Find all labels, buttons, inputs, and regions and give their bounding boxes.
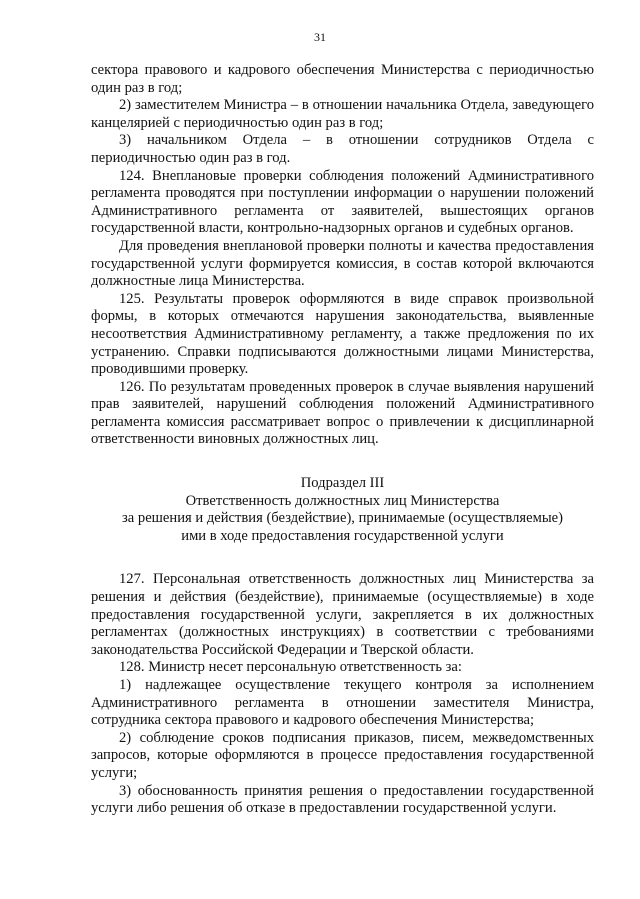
document-body: [91, 62, 594, 818]
heading-line-1: Подраздел III: [300, 475, 385, 492]
paragraph: 128. Министр несет персональную ответственность за:: [119, 659, 462, 676]
paragraph: 126. По результатам проведенных проверок в случае выявления нарушений прав заявителей, нарушений соблюдения положений Административного регламента комиссия рассматривает вопрос о привлечении к дисциплинарной ответственности виновных должностных лиц.: [91, 378, 594, 448]
paragraph: 127. Персональная ответственность должностных лиц Министерства за решения и действия (бездействие), принимаемые (осуществляемые) в ходе предоставления государственной услуги, закрепляется в их должностных регламентах (должностных инструкциях) в соответствии с требованиями законодательства Российской Федерации и Тверской области.: [91, 571, 594, 658]
page-number: 31: [314, 30, 326, 44]
paragraphs-bottom: [91, 571, 594, 817]
paragraph: 3) начальником Отдела – в отношении сотрудников Отдела с периодичностью один раз в год.: [91, 132, 594, 166]
paragraphs-top: [91, 62, 594, 449]
paragraph: 2) соблюдение сроков подписания приказов, писем, межведомственных запросов, которые оформляются в процессе предоставления государственной услуги;: [91, 729, 594, 781]
paragraph: 2) заместителем Министра – в отношении начальника Отдела, заведующего канцелярией с периодичностью один раз в год;: [91, 97, 594, 131]
paragraph: Для проведения внеплановой проверки полноты и качества предоставления государственной услуги формируется комиссия, в состав которой включаются должностные лица Министерства.: [91, 237, 594, 290]
heading-line-2: Ответственность должностных лиц Министерства: [185, 492, 500, 509]
heading-line-4: ими в ходе предоставления государственной услуги: [181, 527, 504, 544]
paragraph: 125. Результаты проверок оформляются в виде справок произвольной формы, в которых отмечаются нарушения законодательства, выявленные несоответствия Административному регламенту, а также предложения по их устранению. Справки подписываются должностными лицами Министерства, проводившими проверку.: [91, 290, 594, 378]
paragraph: 3) обоснованность принятия решения о предоставлении государственной услуги либо решения об отказе в предоставлении государственной услуги.: [91, 782, 594, 817]
paragraph: 1) надлежащее осуществление текущего контроля за исполнением Административного регламента в отношении заместителя Министра, сотрудника сектора правового и кадрового обеспечения Министерства;: [91, 677, 594, 729]
heading-line-3: за решения и действия (бездействие), принимаемые (осуществляемые): [122, 510, 563, 527]
paragraph: сектора правового и кадрового обеспечения Министерства с периодичностью один раз в год;: [91, 62, 594, 96]
paragraph: 124. Внеплановые проверки соблюдения положений Административного регламента проводятся при поступлении информации о нарушении положений Административного регламента от заявителей, вышестоящих органов государственной власти, контрольно-надзорных органов и судебных органов.: [91, 167, 594, 237]
subsection-heading: [91, 475, 594, 545]
